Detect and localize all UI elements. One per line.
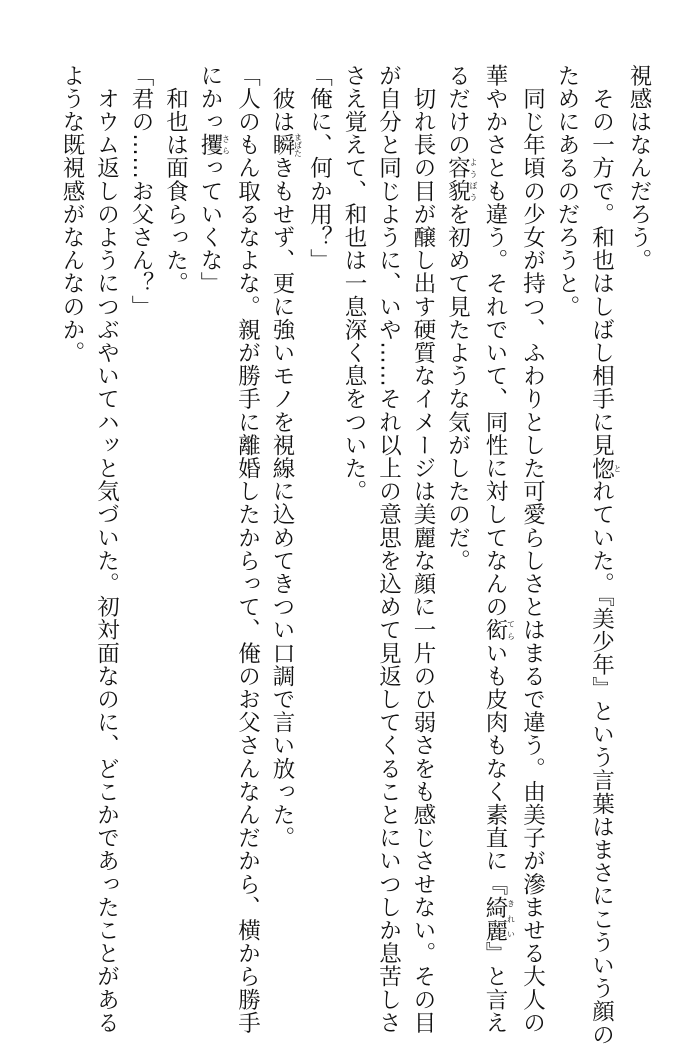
ruby-base: 容貌 — [444, 156, 471, 203]
ruby-annotation — [269, 132, 303, 157]
ruby-base: 攫 — [197, 133, 223, 157]
text-line — [124, 64, 159, 964]
text-segment: るだけの — [444, 64, 471, 157]
ruby-annotation — [197, 133, 231, 157]
ruby-base: 惚 — [588, 456, 615, 480]
ruby-annotation — [588, 456, 622, 480]
text-segment: 視感はなんだろう。 — [626, 64, 652, 272]
ruby-reading: さら — [221, 133, 231, 157]
ruby-annotation — [482, 895, 516, 942]
text-segment: 「俺に、何か用？」 — [306, 64, 333, 272]
ruby-base: 衒 — [482, 618, 508, 642]
text-segment: 華やかさとも違う。それでいて、同性に対してなんの — [482, 64, 508, 619]
ruby-base: 瞬 — [269, 132, 295, 157]
text-line — [193, 64, 231, 964]
text-segment: いも皮肉もなく素直に『 — [482, 641, 508, 896]
text-line — [371, 64, 406, 1035]
text-line — [230, 64, 265, 1035]
text-segment: 「君の……お父さん？」 — [128, 64, 154, 319]
text-line — [89, 64, 124, 1035]
text-segment: 』と言え — [482, 941, 508, 1035]
text-line — [406, 64, 441, 1035]
text-segment: っていくな」 — [197, 156, 223, 296]
text-segment: ような既視感がなんなのか。 — [59, 64, 85, 365]
text-line — [55, 64, 90, 964]
ruby-reading: きれい — [506, 895, 516, 942]
text-line — [265, 64, 303, 964]
text-segment: れていた。『美少年』という言葉はまさにこういう顔の — [588, 479, 615, 1046]
text-line — [515, 64, 550, 1035]
text-segment: ためにあるのだろうと。 — [554, 64, 580, 319]
text-segment: にかっ — [197, 64, 223, 134]
text-segment: 和也は面食らった。 — [162, 64, 189, 295]
ruby-annotation — [482, 618, 516, 642]
text-line — [440, 64, 478, 964]
ruby-reading: まばた — [293, 132, 303, 157]
text-line — [550, 64, 585, 964]
text-segment: その一方で。和也はしばし相手に見 — [588, 64, 615, 457]
text-segment: 彼は — [269, 64, 295, 134]
text-line — [337, 64, 372, 964]
vertical-text-body — [55, 64, 657, 1046]
ruby-annotation — [444, 156, 478, 203]
text-segment: 「人のもん取るなよな。親が勝手に離婚したからって、俺のお父さんなんだから、横から勝手 — [234, 64, 261, 1035]
text-line — [478, 64, 516, 1035]
ruby-reading: と — [613, 456, 622, 480]
text-segment: が自分と同じように、いや……それ以上の意思を込めて見返してくることにいつしか息苦しさ — [375, 64, 402, 1035]
text-line — [622, 64, 657, 964]
text-segment: オウム返しのようにつぶやいてハッと気づいた。初対面なのに、どこかであったことがある — [93, 64, 120, 1035]
text-segment: きもせず、更に強いモノを視線に込めてきつい口調で言い放った。 — [269, 156, 295, 850]
ruby-reading: ようぼう — [469, 156, 478, 203]
text-line — [158, 64, 193, 964]
text-segment: さえ覚えて、和也は一息深く息をついた。 — [341, 64, 367, 503]
ruby-base: 綺麗 — [482, 895, 508, 942]
text-line — [584, 64, 622, 1046]
text-segment: を初めて見たような気がしたのだ。 — [444, 202, 471, 573]
text-line — [302, 64, 337, 964]
ruby-reading: てら — [506, 618, 516, 642]
text-segment: 切れ長の目が醸し出す硬質なイメージは美麗な顔に一片のひ弱さをも感じさせない。その目 — [410, 64, 436, 1035]
text-segment: 同じ年頃の少女が持つ、ふわりとした可愛らしさとはまるで違う。由美子が滲ませる大人の — [519, 64, 546, 1035]
